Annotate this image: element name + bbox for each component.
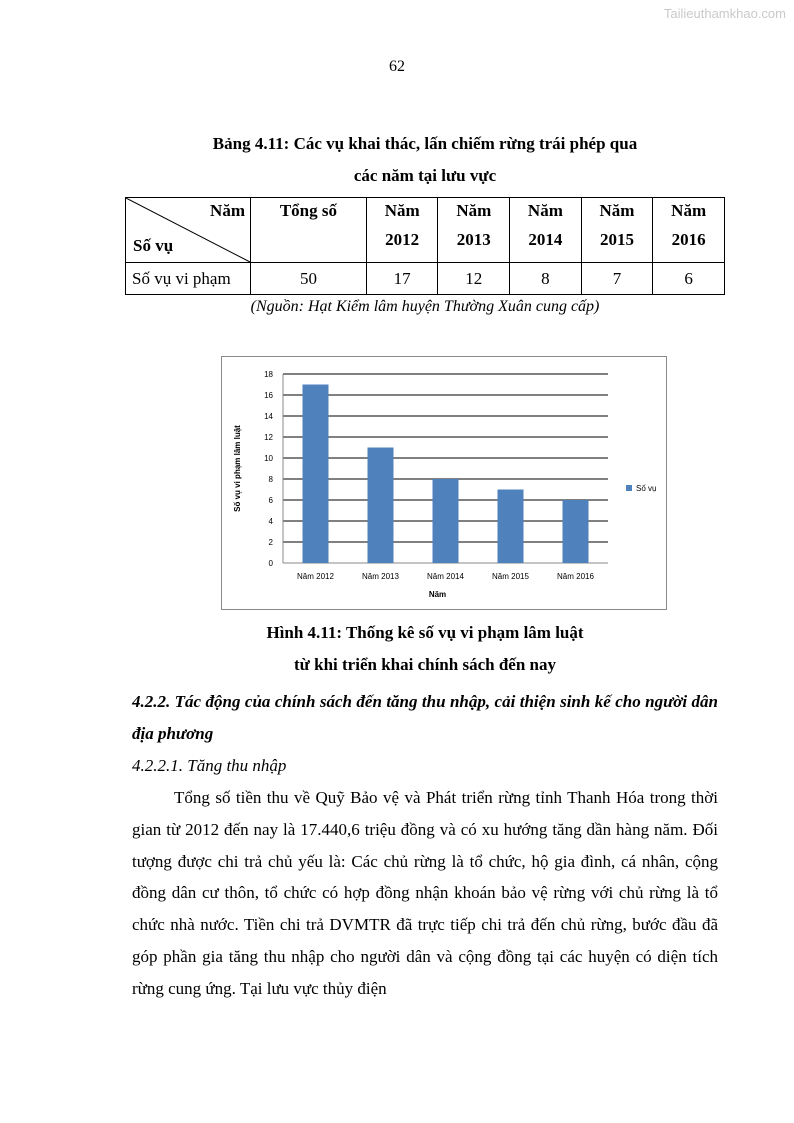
chart-svg xyxy=(222,357,666,609)
legend-swatch xyxy=(626,485,632,491)
cell-2015: 7 xyxy=(581,263,653,295)
table-row xyxy=(126,263,725,295)
section-heading-4-2-2: 4.2.2. Tác động của chính sách đến tăng thu nhập, cải thiện sinh kế cho người dân địa phương xyxy=(132,692,718,743)
table-title-line-2: các năm tại lưu vực xyxy=(353,166,497,185)
header-year: 2013 xyxy=(456,230,491,249)
y-tick-label: 6 xyxy=(268,496,273,505)
header-2012 xyxy=(366,198,438,263)
header-year: 2016 xyxy=(671,230,706,249)
header-total xyxy=(251,198,367,263)
violations-chart xyxy=(221,356,667,610)
header-label: Năm xyxy=(384,201,420,220)
corner-count-label: Số vụ xyxy=(133,236,174,255)
violations-table xyxy=(125,197,725,295)
cell-2016: 6 xyxy=(653,263,725,295)
x-tick-label: Năm 2014 xyxy=(427,572,464,581)
figure-caption-line-2: từ khi triển khai chính sách đến nay xyxy=(294,655,556,674)
header-label: Năm xyxy=(599,201,635,220)
header-2016 xyxy=(653,198,725,263)
header-2013 xyxy=(438,198,510,263)
bar xyxy=(368,448,394,564)
header-label: Năm xyxy=(527,201,563,220)
y-tick-label: 18 xyxy=(264,370,273,379)
figure-caption-line-1: Hình 4.11: Thống kê số vụ vi phạm lâm luật xyxy=(266,623,584,642)
header-2015 xyxy=(581,198,653,263)
bar xyxy=(303,385,329,564)
x-tick-label: Năm 2012 xyxy=(297,572,334,581)
y-tick-label: 12 xyxy=(264,433,273,442)
table-title-line-1: Bảng 4.11: Các vụ khai thác, lấn chiếm rừng trái phép qua xyxy=(212,134,638,153)
cell-2013: 12 xyxy=(438,263,510,295)
y-axis-label: Số vụ vi phạm lâm luật xyxy=(233,425,242,512)
cell-total: 50 xyxy=(251,263,367,295)
header-label: Năm xyxy=(456,201,492,220)
page-number: 62 xyxy=(389,58,405,75)
header-year: 2015 xyxy=(600,230,634,249)
bar xyxy=(433,479,459,563)
y-tick-label: 8 xyxy=(268,475,273,484)
y-tick-label: 14 xyxy=(264,412,273,421)
header-year: 2014 xyxy=(528,230,563,249)
table-header-row xyxy=(126,198,725,263)
watermark: Tailieuthamkhao.com xyxy=(663,6,786,21)
y-tick-label: 10 xyxy=(264,454,273,463)
section-heading-4-2-2-1: 4.2.2.1. Tăng thu nhập xyxy=(132,756,287,775)
x-tick-label: Năm 2016 xyxy=(557,572,594,581)
bar xyxy=(563,500,589,563)
y-tick-label: 4 xyxy=(268,517,273,526)
bar xyxy=(498,490,524,564)
header-year: 2012 xyxy=(385,230,420,249)
y-tick-label: 0 xyxy=(268,559,273,568)
x-axis-label: Năm xyxy=(428,590,447,599)
y-tick-label: 16 xyxy=(264,391,273,400)
corner-year-label: Năm xyxy=(210,201,245,220)
legend-label: Số vụ xyxy=(636,484,657,493)
table-corner-cell xyxy=(126,198,251,263)
header-label: Tổng số xyxy=(279,201,338,220)
y-tick-label: 2 xyxy=(268,538,273,547)
x-tick-label: Năm 2015 xyxy=(492,572,529,581)
table-source-note: (Nguồn: Hạt Kiểm lâm huyện Thường Xuân cung cấp) xyxy=(250,298,600,315)
body-paragraph: Tổng số tiền thu về Quỹ Bảo vệ và Phát triển rừng tỉnh Thanh Hóa trong thời gian từ 2012 đến nay là 17.440,6 triệu đồng và có xu hướng tăng dần hàng năm. Đối tượng được chi trả chủ yếu là: Các chủ rừng là tổ chức, hộ gia đình, cá nhân, cộng đồng dân cư thôn, tổ chức có hợp đồng nhận khoán bảo vệ rừng với chủ rừng là tổ chức nhà nước. Tiền chi trả DVMTR đã trực tiếp chi trả đến chủ rừng, bước đầu đã góp phần gia tăng thu nhập cho người dân và cộng đồng tại các huyện có diện tích rừng cung ứng. Tại lưu vực thủy điện xyxy=(132,788,718,998)
cell-2014: 8 xyxy=(510,263,582,295)
x-tick-label: Năm 2013 xyxy=(362,572,399,581)
cell-2012: 17 xyxy=(366,263,438,295)
row-label: Số vụ vi phạm xyxy=(126,263,251,295)
header-2014 xyxy=(510,198,582,263)
header-label: Năm xyxy=(671,201,707,220)
